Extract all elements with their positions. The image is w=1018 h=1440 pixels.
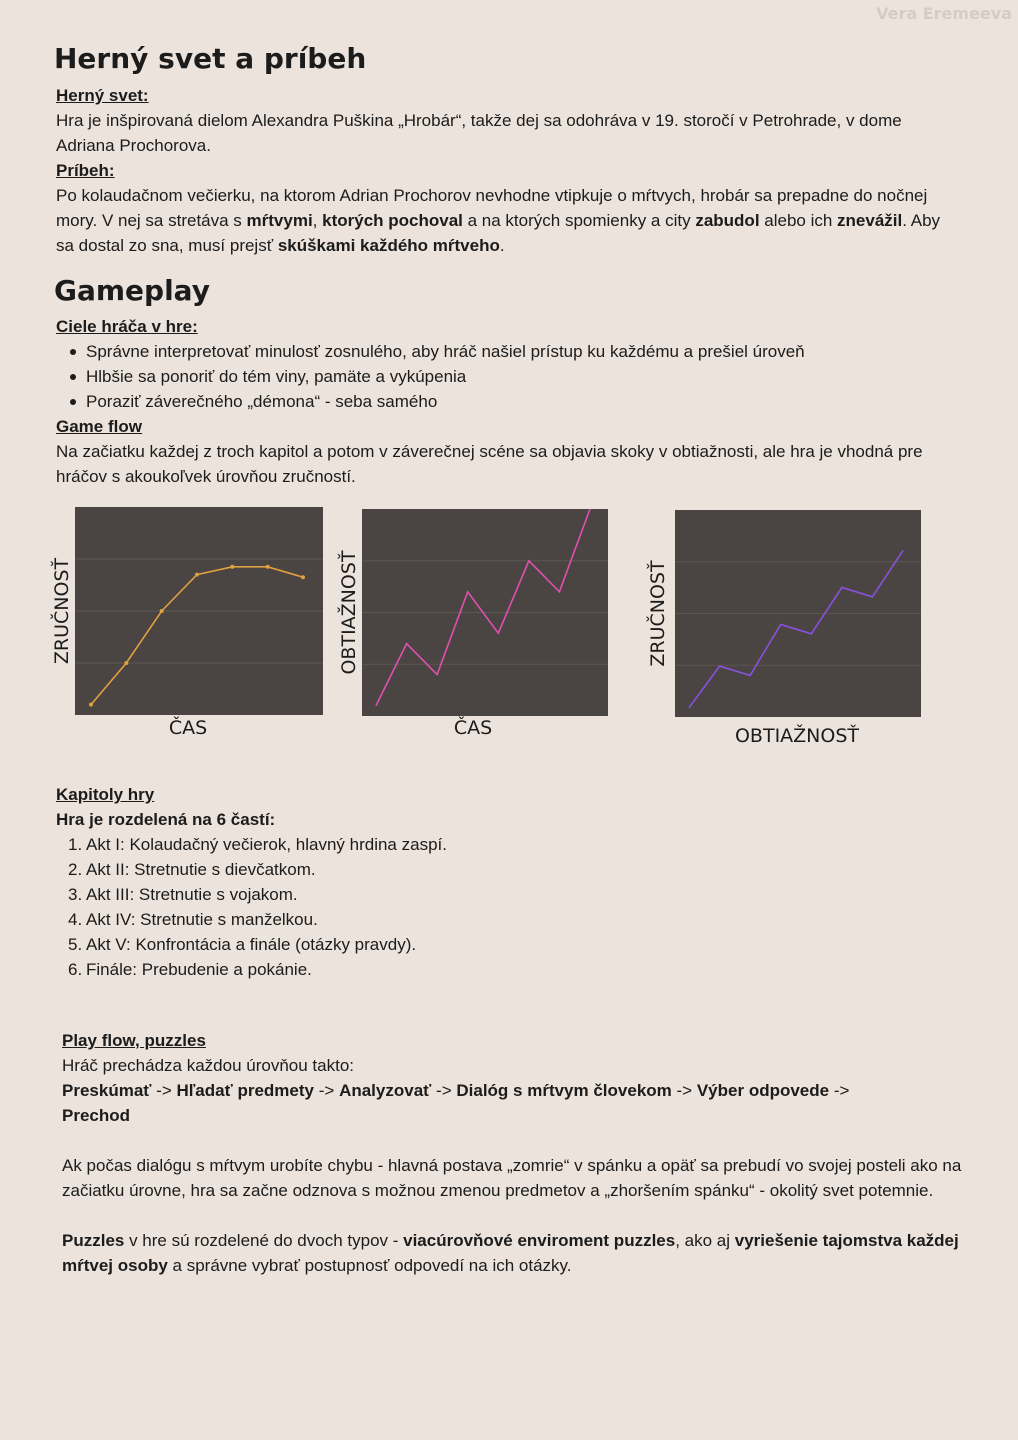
list-item: 3. Akt III: Stretnutie s vojakom. xyxy=(68,885,298,904)
world-section xyxy=(56,83,956,258)
data-point xyxy=(301,575,305,579)
playflow-intro: Hráč prechádza každou úrovňou takto: xyxy=(62,1056,355,1075)
chart-skill-time xyxy=(40,500,340,750)
data-point xyxy=(89,703,93,707)
data-point xyxy=(195,573,199,577)
y-axis-label: OBTIAŽNOSŤ xyxy=(338,550,360,675)
section-heading-world: Herný svet a príbeh xyxy=(54,42,367,75)
list-item: Poraziť záverečného „démona“ - seba samého xyxy=(86,389,956,414)
goals-label: Ciele hráča v hre: xyxy=(56,317,198,336)
data-point xyxy=(230,565,234,569)
story-label: Príbeh: xyxy=(56,161,115,180)
playflow-section xyxy=(62,1028,962,1278)
list-item: 1. Akt I: Kolaudačný večierok, hlavný hrdina zaspí. xyxy=(68,835,447,854)
chapters-section xyxy=(56,782,956,982)
gameplay-section xyxy=(56,314,956,489)
x-axis-label: ČAS xyxy=(453,717,493,739)
game-flow-text: Na začiatku každej z troch kapitol a potom v záverečnej scéne sa objavia skoky v obtiažnosti, ale hra je vhodná pre hráčov s akoukoľvek úrovňou zručností. xyxy=(56,442,923,486)
chart-skill-difficulty xyxy=(640,500,940,760)
game-flow-label: Game flow xyxy=(56,417,142,436)
data-point xyxy=(266,565,270,569)
mistake-text: Ak počas dialógu s mŕtvym urobíte chybu - hlavná postava „zomrie“ v spánku a opäť sa prebudí vo svojej posteli ako na začiatku úrovne, hra sa začne odznova s možnou zmenou predmetov a „zhoršením spánku“ - okolitý svet potemnie. xyxy=(62,1156,962,1200)
list-item: 5. Akt V: Konfrontácia a finále (otázky pravdy). xyxy=(68,935,417,954)
data-point xyxy=(124,661,128,665)
author-name: Vera Eremeeva xyxy=(876,4,1012,23)
list-item: Správne interpretovať minulosť zosnulého, aby hráč našiel prístup ku každému a prešiel úroveň xyxy=(86,339,956,364)
x-axis-label: ČAS xyxy=(168,717,208,739)
chart-difficulty-time xyxy=(335,500,625,750)
list-item: 2. Akt II: Stretnutie s dievčatkom. xyxy=(68,860,316,879)
list-item: 6. Finále: Prebudenie a pokánie. xyxy=(68,960,312,979)
section-heading-gameplay: Gameplay xyxy=(54,274,210,307)
list-item: 4. Akt IV: Stretnutie s manželkou. xyxy=(68,910,318,929)
data-point xyxy=(160,609,164,613)
playflow-label: Play flow, puzzles xyxy=(62,1031,206,1050)
y-axis-label: ZRUČNOSŤ xyxy=(647,560,669,667)
puzzles-text: Puzzles v hre sú rozdelené do dvoch typov - viacúrovňové enviroment puzzles, ako aj vyriešenie tajomstva každej mŕtvej osoby a správne vybrať postupnosť odpovedí na ich otázky. xyxy=(62,1231,959,1275)
chapters-subheading: Hra je rozdelená na 6 častí: xyxy=(56,810,276,829)
x-axis-label: OBTIAŽNOSŤ xyxy=(734,725,860,747)
playflow-steps: Preskúmať -> Hľadať predmety -> Analyzovať -> Dialóg s mŕtvym človekom -> Výber odpovede -> Prechod xyxy=(62,1081,850,1125)
story-text: Po kolaudačnom večierku, na ktorom Adrian Prochorov nevhodne vtipkuje o mŕtvych, hrobár sa prepadne do nočnej mory. V nej sa stretáva s mŕtvymi, ktorých pochoval a na ktorých spomienky a city zabudol alebo ich znevážil. Aby sa dostal zo sna, musí prejsť skúškami každého mŕtveho. xyxy=(56,186,941,255)
setting-label: Herný svet: xyxy=(56,86,149,105)
chapters-label: Kapitoly hry xyxy=(56,785,155,804)
setting-text: Hra je inšpirovaná dielom Alexandra Puškina „Hrobár“, takže dej sa odohráva v 19. storočí v Petrohrade, v dome Adriana Prochorova. xyxy=(56,111,902,155)
y-axis-label: ZRUČNOSŤ xyxy=(51,557,73,665)
chapters-list xyxy=(56,832,956,982)
goals-list xyxy=(56,339,956,414)
list-item: Hlbšie sa ponoriť do tém viny, pamäte a vykúpenia xyxy=(86,364,956,389)
